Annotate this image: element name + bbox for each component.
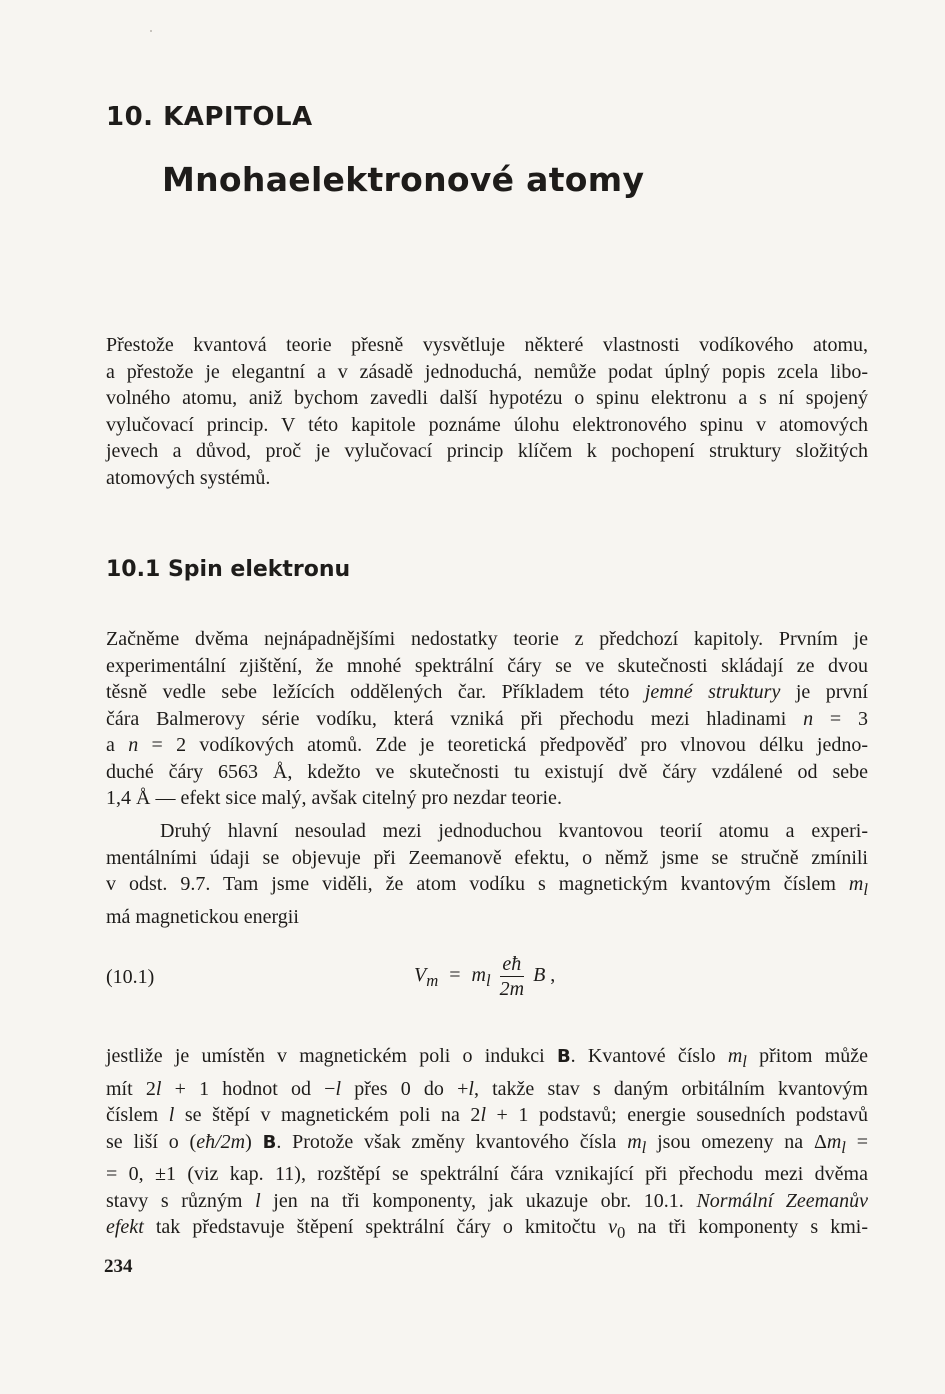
text-run: jsou omezeny na Δ — [646, 1130, 827, 1153]
math-var: l — [480, 1104, 486, 1126]
eq-comma: , — [550, 964, 556, 987]
intro-paragraph — [106, 332, 868, 491]
math-expr: eħ/2m — [196, 1130, 246, 1153]
text-line — [106, 1076, 868, 1103]
math-sub: l — [863, 880, 868, 899]
text-run: . Protože však změny kvantového čísla — [276, 1130, 628, 1153]
text-line — [106, 679, 868, 706]
text-run: přitom může — [746, 1045, 869, 1067]
math-sub: l — [841, 1137, 846, 1157]
math-var: l — [335, 1077, 342, 1100]
text-run: + 1 podstavů; energie sousedních podstavů — [486, 1104, 868, 1126]
emphasis: efekt — [106, 1216, 144, 1238]
emphasis: Normální Zeemanův — [696, 1189, 868, 1212]
text-line: jevech a důvod, proč je vylučovací princip klíčem k pochopení struktury složitých — [106, 440, 868, 462]
text-line: atomových systémů. — [106, 466, 271, 489]
text-run: se štěpí v magnetickém poli na 2 — [174, 1104, 481, 1126]
math-var: n — [803, 707, 814, 730]
text-line: Začněme dvěma nejnápadnějšími nedostatky teorie z předchozí kapitoly. Prvním je — [106, 628, 868, 650]
text-line — [106, 871, 868, 904]
equation-label: (10.1) — [106, 966, 155, 988]
eq-lhs-sub: m — [426, 971, 439, 991]
text-run: . Kvantové číslo — [570, 1045, 728, 1067]
page-number: 234 — [104, 1256, 133, 1277]
text-run: těsně vedle sebe ležících oddělených čar. Příkladem této — [106, 681, 645, 703]
eq-denominator: 2m — [499, 978, 525, 1000]
math-var: v — [608, 1216, 618, 1238]
math-var: l — [255, 1189, 261, 1212]
text-run: čára Balmerovy série vodíku, která vzniká při přechodu mezi hladinami — [106, 707, 804, 730]
text-line: duché čáry 6563 Å, kdežto ve skutečnosti tu existují dvě čáry vzdálené od sebe — [106, 760, 868, 783]
math-sub: 0 — [617, 1223, 626, 1242]
text-line — [106, 1188, 868, 1215]
text-line — [106, 1102, 868, 1129]
paragraph-spin-1 — [106, 626, 868, 812]
text-line: = 0, ±1 (viz kap. 11), rozštěpí se spektrální čára vznikající při přechodu mezi dvěma — [106, 1163, 868, 1185]
emphasis: jemné struktury — [644, 681, 781, 703]
text-run: jestliže je umístěn v magnetickém poli o indukci — [106, 1045, 557, 1067]
eq-coef: m — [471, 964, 486, 987]
math-var: n — [128, 734, 139, 756]
text-line: mentálními údaji se objevuje při Zeemanově efektu, o němž jsme se stručně zmínili — [106, 846, 868, 869]
text-line: Přestože kvantová teorie přesně vysvětluje některé vlastnosti vodíkového atomu, — [106, 334, 868, 356]
text-run: přes 0 do + — [341, 1077, 469, 1100]
paragraph-splitting — [106, 1043, 868, 1247]
text-line: experimentální zjištění, že mnohé spektrální čáry se ve skutečnosti skládají ze dvou — [106, 654, 868, 677]
text-run: ) — [245, 1130, 263, 1153]
text-run: = 3 — [813, 707, 869, 730]
text-run: a — [106, 734, 129, 756]
text-line — [106, 732, 868, 759]
eq-lhs: V — [414, 964, 427, 987]
text-run: v odst. 9.7. Tam jsme viděli, že atom vodíku s magnetickým kvantovým číslem — [106, 873, 849, 895]
text-line — [106, 706, 868, 733]
math-var: m — [627, 1130, 642, 1153]
text-line — [106, 1043, 868, 1076]
text-line: Druhý hlavní nesoulad mezi jednoduchou kvantovou teorií atomu a experi- — [160, 820, 868, 842]
text-line — [106, 1129, 868, 1162]
math-var: m — [727, 1045, 743, 1067]
math-var: l — [155, 1077, 162, 1100]
eq-numerator: eħ — [500, 952, 524, 977]
text-run: číslem — [106, 1104, 169, 1126]
eq-equals: = — [449, 964, 461, 987]
text-line: volného atomu, aniž bychom zavedli další hypotézu o spinu elektronu a s ní spojený — [106, 387, 868, 409]
math-var: m — [848, 873, 864, 895]
eq-fraction — [500, 952, 524, 1001]
text-run: mít 2 — [106, 1077, 156, 1100]
text-line: má magnetickou energii — [106, 905, 299, 928]
text-run: tak představuje štěpení spektrální čáry o kmitočtu — [143, 1216, 609, 1238]
equation — [414, 952, 555, 1001]
text-run: na tři komponenty s kmi- — [625, 1216, 869, 1238]
text-line: vylučovací princip. V této kapitole poznáme úlohu elektronového spinu v atomových — [106, 413, 868, 436]
eq-coef-sub: l — [485, 971, 491, 991]
chapter-number: 10. KAPITOLA — [106, 102, 313, 132]
text-run: se liší o ( — [106, 1130, 197, 1153]
text-run: + 1 hodnot od − — [161, 1077, 336, 1100]
text-line — [106, 1214, 868, 1247]
paragraph-zeeman — [106, 818, 868, 930]
text-run: je první — [780, 681, 868, 703]
math-sub: l — [742, 1052, 747, 1071]
text-run: stavy s různým — [106, 1189, 256, 1212]
vector-symbol: B — [262, 1131, 277, 1153]
math-var: m — [826, 1130, 842, 1153]
chapter-title: Mnohaelektronové atomy — [162, 160, 645, 199]
math-var: l — [168, 1104, 175, 1126]
math-sub: l — [641, 1137, 647, 1157]
text-run: , takže stav s daným orbitálním kvantovým — [473, 1077, 868, 1100]
dust-speck — [150, 30, 152, 32]
text-run: jen na tři komponenty, jak ukazuje obr. 10.1. — [260, 1189, 697, 1212]
text-line: a přestože je elegantní a v zásadě jednoduchá, nemůže podat úplný popis zcela libo- — [106, 360, 868, 383]
text-run: = — [845, 1130, 869, 1153]
text-run: = 2 vodíkových atomů. Zde je teoretická předpověď pro vlnovou délku jedno- — [138, 734, 868, 756]
text-line: 1,4 Å — efekt sice malý, avšak citelný pro nezdar teorie. — [106, 787, 562, 809]
math-var: l — [468, 1077, 474, 1100]
eq-var: B — [533, 964, 546, 987]
vector-symbol: B — [556, 1046, 571, 1067]
section-heading: 10.1 Spin elektronu — [106, 557, 351, 582]
